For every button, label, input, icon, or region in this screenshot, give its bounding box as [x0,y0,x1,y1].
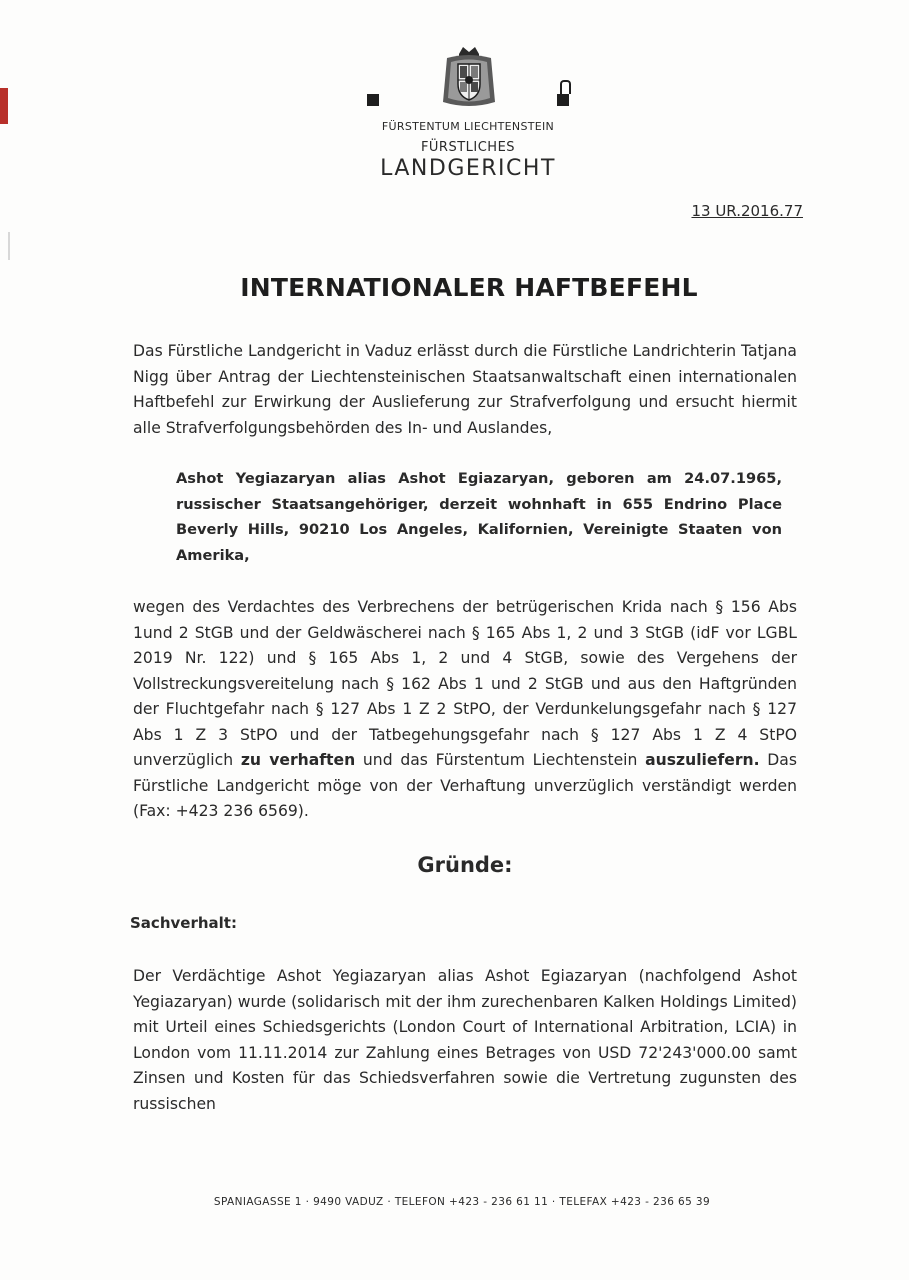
document-title: INTERNATIONALER HAFTBEFEHL [240,273,698,302]
coat-of-arms-icon [439,44,499,112]
header-square-left [367,94,379,106]
header-square-right [557,94,569,106]
charges-arrest: zu verhaften [240,751,356,769]
facts-paragraph: Der Verdächtige Ashot Yegiazaryan alias Ashot Egiazaryan (nachfolgend Ashot Yegiazaryan) wurde (solidarisch mit der ihm zurechenbaren Kalken Holdings Limited) mit Urteil eines Schiedsgerichts (London Court of International Arbitration, LCIA) in London vom 11.11.2014 zur Zahlung eines Betrages von USD 72'243'000.00 samt Zinsen und Kosten für das Schiedsverfahren sowie die Vertretung zugunsten des russischen [133,967,797,1113]
intro-paragraph: Das Fürstliche Landgericht in Vaduz erlässt durch die Fürstliche Landrichterin Tatjana Nigg über Antrag der Liechtensteinischen Staatsanwaltschaft einen internationalen Haftbefehl zur Erwirkung der Auslieferung zur Strafverfolgung und ersucht hiermit alle Strafverfolgungsbehörden des In- und Auslandes, [133,342,797,437]
facts-heading: Sachverhalt: [130,914,237,932]
charges-text-3: Das Fürstliche Landgericht möge von der Verhaftung unverzüglich verständigt werden (Fax: +423 236 6569). [133,751,797,820]
charges-paragraph [133,595,797,825]
red-margin-mark [0,88,8,124]
charges-text-1: wegen des Verdachtes des Verbrechens der betrügerischen Krida nach § 156 Abs 1und 2 StGB und der Geldwäscherei nach § 165 Abs 1, 2 und 3 StGB (idF vor LGBL 2019 Nr. 122) und § 165 Abs 1, 2 und 4 StGB, sowie des Vergehens der Vollstreckungsvereitelung nach § 162 Abs 1 und 2 StGB und aus den Haftgründen der Fluchtgefahr nach § 127 Abs 1 Z 2 StPO, der Verdunkelungsgefahr nach § 127 Abs 1 Z 3 StPO und der Tatbegehungsgefahr nach § 127 Abs 1 Z 4 StPO unverzüglich [133,598,797,769]
header-lock-shackle [560,80,571,94]
footer-address: SPANIAGASSE 1 · 9490 VADUZ · TELEFON +423 - 236 61 11 · TELEFAX +423 - 236 65 39 [213,1196,711,1208]
margin-line [8,232,10,260]
charges-text-2: und das Fürstentum Liechtenstein [355,751,646,769]
header-court: LANDGERICHT [380,156,556,181]
grounds-heading: Gründe: [417,853,513,877]
header-principality: FÜRSTENTUM LIECHTENSTEIN [381,120,555,133]
charges-extradite: auszuliefern. [645,751,760,769]
case-number: 13 UR.2016.77 [691,202,803,220]
subject-paragraph: Ashot Yegiazaryan alias Ashot Egiazaryan, geboren am 24.07.1965, russischer Staatsangehöriger, derzeit wohnhaft in 655 Endrino Place Beverly Hills, 90210 Los Angeles, Kalifornien, Vereinigte Staaten von Amerika, [176,470,782,564]
header-princely: FÜRSTLICHES [420,140,516,155]
